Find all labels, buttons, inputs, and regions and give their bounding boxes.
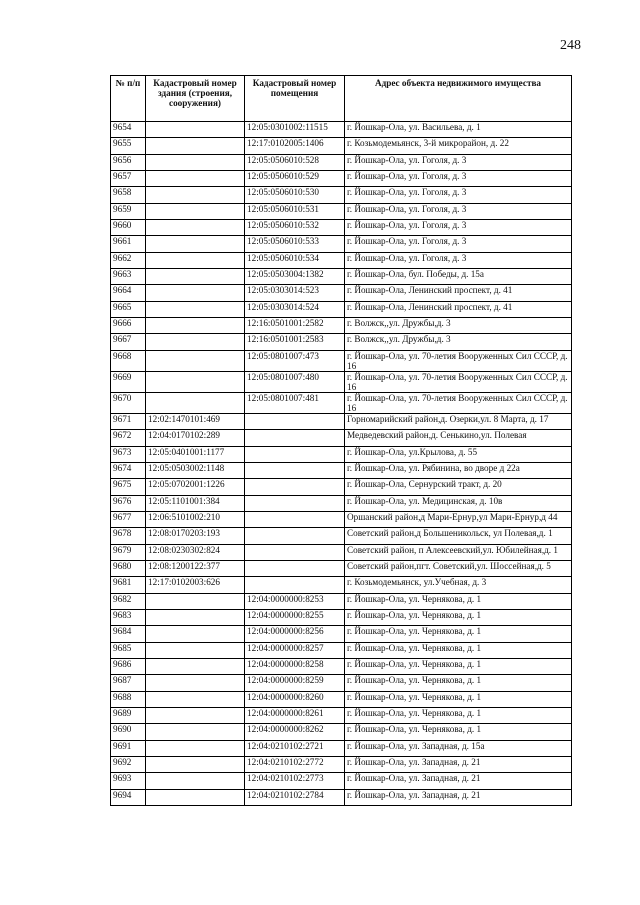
cell-number: 9673 bbox=[111, 446, 146, 462]
table-row bbox=[111, 154, 572, 170]
table-row bbox=[111, 479, 572, 495]
cell-building-cadastral bbox=[146, 350, 245, 371]
cell-number: 9669 bbox=[111, 371, 146, 392]
cell-room-cadastral: 12:04:0000000:8261 bbox=[245, 708, 345, 724]
cell-building-cadastral: 12:08:0170203:193 bbox=[146, 528, 245, 544]
cell-address: г. Йошкар-Ола, бул. Победы, д. 15а bbox=[345, 269, 572, 285]
table-row bbox=[111, 392, 572, 413]
cell-address: г. Йошкар-Ола, ул. Чернякова, д. 1 bbox=[345, 724, 572, 740]
cell-number: 9676 bbox=[111, 495, 146, 511]
table-row bbox=[111, 350, 572, 371]
cell-address: г. Йошкар-Ола, ул. 70-летия Вооруженных Сил СССР, д. 16 bbox=[345, 392, 572, 413]
cell-number: 9666 bbox=[111, 318, 146, 334]
table-row bbox=[111, 609, 572, 625]
table-row bbox=[111, 691, 572, 707]
cell-building-cadastral bbox=[146, 773, 245, 789]
table-row bbox=[111, 413, 572, 429]
cell-address: г. Йошкар-Ола, ул. 70-летия Вооруженных Сил СССР, д. 16 bbox=[345, 350, 572, 371]
cell-building-cadastral bbox=[146, 757, 245, 773]
cell-address: г. Йошкар-Ола, ул. Гоголя, д. 3 bbox=[345, 154, 572, 170]
cell-address: г. Йошкар-Ола, ул. Чернякова, д. 1 bbox=[345, 626, 572, 642]
cell-room-cadastral: 12:04:0000000:8255 bbox=[245, 609, 345, 625]
cell-number: 9660 bbox=[111, 220, 146, 236]
page-number: 248 bbox=[560, 38, 581, 53]
cell-building-cadastral bbox=[146, 740, 245, 756]
cell-address: г. Козьмодемьянск, 3-й микрорайон, д. 22 bbox=[345, 138, 572, 154]
cell-address: Советский район,пгт. Советский,ул. Шоссейная,д. 5 bbox=[345, 560, 572, 576]
header-number: № п/п bbox=[111, 76, 146, 122]
cell-room-cadastral: 12:05:0506010:529 bbox=[245, 171, 345, 187]
cell-building-cadastral: 12:05:0503002:1148 bbox=[146, 462, 245, 478]
cell-building-cadastral bbox=[146, 708, 245, 724]
table-row bbox=[111, 318, 572, 334]
cell-address: г. Йошкар-Ола, ул. Чернякова, д. 1 bbox=[345, 708, 572, 724]
table-row bbox=[111, 495, 572, 511]
cell-number: 9658 bbox=[111, 187, 146, 203]
cell-building-cadastral bbox=[146, 171, 245, 187]
cell-number: 9662 bbox=[111, 252, 146, 268]
cell-room-cadastral bbox=[245, 495, 345, 511]
cell-building-cadastral bbox=[146, 252, 245, 268]
table-row bbox=[111, 740, 572, 756]
cell-room-cadastral: 12:05:0506010:533 bbox=[245, 236, 345, 252]
table-row bbox=[111, 252, 572, 268]
table-row bbox=[111, 371, 572, 392]
cell-building-cadastral: 12:05:1101001:384 bbox=[146, 495, 245, 511]
cell-number: 9689 bbox=[111, 708, 146, 724]
cell-number: 9683 bbox=[111, 609, 146, 625]
cell-room-cadastral bbox=[245, 462, 345, 478]
cell-number: 9681 bbox=[111, 577, 146, 593]
cell-building-cadastral: 12:08:0230302:824 bbox=[146, 544, 245, 560]
cell-building-cadastral bbox=[146, 236, 245, 252]
cell-room-cadastral bbox=[245, 413, 345, 429]
cell-address: г. Козьмодемьянск, ул.Учебная, д. 3 bbox=[345, 577, 572, 593]
table-row bbox=[111, 528, 572, 544]
cell-number: 9687 bbox=[111, 675, 146, 691]
cell-address: г. Йошкар-Ола, ул. Чернякова, д. 1 bbox=[345, 609, 572, 625]
cell-building-cadastral bbox=[146, 334, 245, 350]
table-row bbox=[111, 511, 572, 527]
header-room-cadastral: Кадастровый номер помещения bbox=[245, 76, 345, 122]
cell-room-cadastral: 12:16:0501001:2582 bbox=[245, 318, 345, 334]
table-row bbox=[111, 560, 572, 576]
cell-room-cadastral: 12:17:0102005:1406 bbox=[245, 138, 345, 154]
cell-number: 9670 bbox=[111, 392, 146, 413]
cell-room-cadastral: 12:05:0506010:532 bbox=[245, 220, 345, 236]
cell-room-cadastral: 12:04:0210102:2773 bbox=[245, 773, 345, 789]
table-row bbox=[111, 789, 572, 805]
cell-address: г. Йошкар-Ола, ул. Гоголя, д. 3 bbox=[345, 252, 572, 268]
cell-address: г. Волжск,,ул. Дружбы,д. 3 bbox=[345, 334, 572, 350]
cell-address: г. Йошкар-Ола, ул. Гоголя, д. 3 bbox=[345, 171, 572, 187]
cell-address: г. Йошкар-Ола, ул. Гоголя, д. 3 bbox=[345, 203, 572, 219]
cell-room-cadastral: 12:05:0506010:534 bbox=[245, 252, 345, 268]
table-row bbox=[111, 171, 572, 187]
table-row bbox=[111, 675, 572, 691]
cell-building-cadastral bbox=[146, 269, 245, 285]
cell-address: г. Йошкар-Ола, ул. Чернякова, д. 1 bbox=[345, 642, 572, 658]
cell-room-cadastral: 12:04:0210102:2772 bbox=[245, 757, 345, 773]
cell-building-cadastral bbox=[146, 318, 245, 334]
header-address: Адрес объекта недвижимого имущества bbox=[345, 76, 572, 122]
cell-address: г. Йошкар-Ола, ул. Чернякова, д. 1 bbox=[345, 658, 572, 674]
cell-room-cadastral: 12:04:0000000:8262 bbox=[245, 724, 345, 740]
cell-number: 9667 bbox=[111, 334, 146, 350]
cell-room-cadastral bbox=[245, 511, 345, 527]
cell-room-cadastral: 12:04:0210102:2784 bbox=[245, 789, 345, 805]
cell-address: г. Йошкар-Ола, ул. Западная, д. 21 bbox=[345, 789, 572, 805]
cell-building-cadastral bbox=[146, 371, 245, 392]
cell-number: 9684 bbox=[111, 626, 146, 642]
cell-building-cadastral: 12:05:0401001:1177 bbox=[146, 446, 245, 462]
cell-number: 9659 bbox=[111, 203, 146, 219]
cell-address: г. Йошкар-Ола, ул. Медицинская, д. 10в bbox=[345, 495, 572, 511]
cell-room-cadastral: 12:05:0801007:481 bbox=[245, 392, 345, 413]
cell-building-cadastral bbox=[146, 285, 245, 301]
cell-building-cadastral bbox=[146, 675, 245, 691]
table-row bbox=[111, 642, 572, 658]
cell-building-cadastral bbox=[146, 187, 245, 203]
cell-number: 9685 bbox=[111, 642, 146, 658]
cell-number: 9678 bbox=[111, 528, 146, 544]
table-header-row bbox=[111, 76, 572, 122]
cell-building-cadastral: 12:17:0102003:626 bbox=[146, 577, 245, 593]
cell-building-cadastral bbox=[146, 138, 245, 154]
cell-building-cadastral bbox=[146, 122, 245, 138]
cell-number: 9692 bbox=[111, 757, 146, 773]
cell-number: 9682 bbox=[111, 593, 146, 609]
cell-room-cadastral: 12:05:0303014:524 bbox=[245, 301, 345, 317]
cell-building-cadastral bbox=[146, 154, 245, 170]
cell-room-cadastral bbox=[245, 577, 345, 593]
cell-number: 9693 bbox=[111, 773, 146, 789]
cell-number: 9679 bbox=[111, 544, 146, 560]
table-row bbox=[111, 577, 572, 593]
cell-number: 9672 bbox=[111, 430, 146, 446]
cell-room-cadastral bbox=[245, 446, 345, 462]
cell-number: 9686 bbox=[111, 658, 146, 674]
cell-number: 9694 bbox=[111, 789, 146, 805]
cell-room-cadastral: 12:05:0503004:1382 bbox=[245, 269, 345, 285]
cell-address: г. Йошкар-Ола, ул. Чернякова, д. 1 bbox=[345, 675, 572, 691]
cell-address: г. Йошкар-Ола, ул. Гоголя, д. 3 bbox=[345, 236, 572, 252]
cell-building-cadastral bbox=[146, 789, 245, 805]
cell-number: 9661 bbox=[111, 236, 146, 252]
cell-address: г. Йошкар-Ола, ул. Гоголя, д. 3 bbox=[345, 187, 572, 203]
cell-building-cadastral bbox=[146, 203, 245, 219]
table-row bbox=[111, 285, 572, 301]
cell-number: 9664 bbox=[111, 285, 146, 301]
cell-address: Оршанский район,д Мари-Ернур,ул Мари-Ернур,д 44 bbox=[345, 511, 572, 527]
cell-number: 9657 bbox=[111, 171, 146, 187]
cell-number: 9656 bbox=[111, 154, 146, 170]
cell-room-cadastral: 12:05:0301002:11515 bbox=[245, 122, 345, 138]
cell-building-cadastral: 12:08:1200122:377 bbox=[146, 560, 245, 576]
cell-building-cadastral bbox=[146, 724, 245, 740]
cell-number: 9677 bbox=[111, 511, 146, 527]
table-row bbox=[111, 138, 572, 154]
cell-address: г. Йошкар-Ола, ул. Рябинина, во дворе д 22а bbox=[345, 462, 572, 478]
table-row bbox=[111, 462, 572, 478]
cell-number: 9668 bbox=[111, 350, 146, 371]
cell-address: Советский район, п Алексеевский,ул. Юбилейная,д. 1 bbox=[345, 544, 572, 560]
cell-building-cadastral bbox=[146, 593, 245, 609]
cell-building-cadastral: 12:06:5101002:210 bbox=[146, 511, 245, 527]
cell-address: г. Волжск,,ул. Дружбы,д. 3 bbox=[345, 318, 572, 334]
cell-building-cadastral bbox=[146, 392, 245, 413]
cell-room-cadastral bbox=[245, 528, 345, 544]
cell-room-cadastral: 12:04:0210102:2721 bbox=[245, 740, 345, 756]
cell-building-cadastral bbox=[146, 301, 245, 317]
cell-address: г. Йошкар-Ола, Ленинский проспект, д. 41 bbox=[345, 301, 572, 317]
cell-room-cadastral: 12:04:0000000:8259 bbox=[245, 675, 345, 691]
cell-building-cadastral bbox=[146, 642, 245, 658]
cell-room-cadastral: 12:04:0000000:8256 bbox=[245, 626, 345, 642]
cell-number: 9680 bbox=[111, 560, 146, 576]
table-row bbox=[111, 626, 572, 642]
table-row bbox=[111, 724, 572, 740]
table-row bbox=[111, 773, 572, 789]
cell-building-cadastral: 12:02:1470101:469 bbox=[146, 413, 245, 429]
cell-address: г. Йошкар-Ола, ул. Гоголя, д. 3 bbox=[345, 220, 572, 236]
cell-number: 9688 bbox=[111, 691, 146, 707]
cell-address: г. Йошкар-Ола, ул. Западная, д. 15а bbox=[345, 740, 572, 756]
table-row bbox=[111, 122, 572, 138]
cell-room-cadastral: 12:05:0506010:528 bbox=[245, 154, 345, 170]
cell-address: Горномарийский район,д. Озерки,ул. 8 Марта, д. 17 bbox=[345, 413, 572, 429]
cell-address: г. Йошкар-Ола, ул. Западная, д. 21 bbox=[345, 757, 572, 773]
cell-room-cadastral: 12:05:0303014:523 bbox=[245, 285, 345, 301]
table-row bbox=[111, 236, 572, 252]
table-row bbox=[111, 269, 572, 285]
cell-room-cadastral bbox=[245, 560, 345, 576]
cell-number: 9663 bbox=[111, 269, 146, 285]
table-row bbox=[111, 544, 572, 560]
cell-address: г. Йошкар-Ола, Сернурский тракт, д. 20 bbox=[345, 479, 572, 495]
cell-number: 9654 bbox=[111, 122, 146, 138]
cell-building-cadastral bbox=[146, 626, 245, 642]
table-row bbox=[111, 757, 572, 773]
table-row bbox=[111, 220, 572, 236]
property-registry-table bbox=[110, 75, 572, 806]
table-row bbox=[111, 301, 572, 317]
cell-room-cadastral: 12:16:0501001:2583 bbox=[245, 334, 345, 350]
cell-address: г. Йошкар-Ола, ул. Западная, д. 21 bbox=[345, 773, 572, 789]
cell-address: г. Йошкар-Ола, ул.Крылова, д. 55 bbox=[345, 446, 572, 462]
table-row bbox=[111, 708, 572, 724]
table-row bbox=[111, 658, 572, 674]
cell-building-cadastral bbox=[146, 220, 245, 236]
table-row bbox=[111, 187, 572, 203]
cell-number: 9655 bbox=[111, 138, 146, 154]
cell-room-cadastral: 12:04:0000000:8258 bbox=[245, 658, 345, 674]
cell-address: г. Йошкар-Ола, ул. Васильева, д. 1 bbox=[345, 122, 572, 138]
table-row bbox=[111, 446, 572, 462]
cell-number: 9690 bbox=[111, 724, 146, 740]
cell-number: 9675 bbox=[111, 479, 146, 495]
cell-room-cadastral: 12:04:0000000:8257 bbox=[245, 642, 345, 658]
cell-building-cadastral bbox=[146, 609, 245, 625]
cell-room-cadastral bbox=[245, 479, 345, 495]
cell-room-cadastral bbox=[245, 430, 345, 446]
cell-number: 9691 bbox=[111, 740, 146, 756]
cell-room-cadastral: 12:04:0000000:8260 bbox=[245, 691, 345, 707]
header-building-cadastral: Кадастровый номер здания (строения, сооружения) bbox=[146, 76, 245, 122]
table-row bbox=[111, 430, 572, 446]
table-body bbox=[111, 122, 572, 806]
cell-number: 9665 bbox=[111, 301, 146, 317]
cell-address: Советский район,д Большеникольск, ул Полевая,д. 1 bbox=[345, 528, 572, 544]
cell-number: 9674 bbox=[111, 462, 146, 478]
cell-room-cadastral: 12:05:0801007:473 bbox=[245, 350, 345, 371]
table-row bbox=[111, 593, 572, 609]
cell-address: Медведевский район,д. Сенькино,ул. Полевая bbox=[345, 430, 572, 446]
cell-room-cadastral bbox=[245, 544, 345, 560]
cell-number: 9671 bbox=[111, 413, 146, 429]
table-row bbox=[111, 203, 572, 219]
cell-address: г. Йошкар-Ола, ул. Чернякова, д. 1 bbox=[345, 691, 572, 707]
cell-room-cadastral: 12:05:0801007:480 bbox=[245, 371, 345, 392]
cell-building-cadastral bbox=[146, 658, 245, 674]
cell-room-cadastral: 12:04:0000000:8253 bbox=[245, 593, 345, 609]
cell-address: г. Йошкар-Ола, ул. Чернякова, д. 1 bbox=[345, 593, 572, 609]
cell-building-cadastral: 12:04:0170102:289 bbox=[146, 430, 245, 446]
cell-address: г. Йошкар-Ола, Ленинский проспект, д. 41 bbox=[345, 285, 572, 301]
table-row bbox=[111, 334, 572, 350]
cell-address: г. Йошкар-Ола, ул. 70-летия Вооруженных Сил СССР, д. 16 bbox=[345, 371, 572, 392]
cell-room-cadastral: 12:05:0506010:530 bbox=[245, 187, 345, 203]
cell-building-cadastral bbox=[146, 691, 245, 707]
cell-room-cadastral: 12:05:0506010:531 bbox=[245, 203, 345, 219]
cell-building-cadastral: 12:05:0702001:1226 bbox=[146, 479, 245, 495]
